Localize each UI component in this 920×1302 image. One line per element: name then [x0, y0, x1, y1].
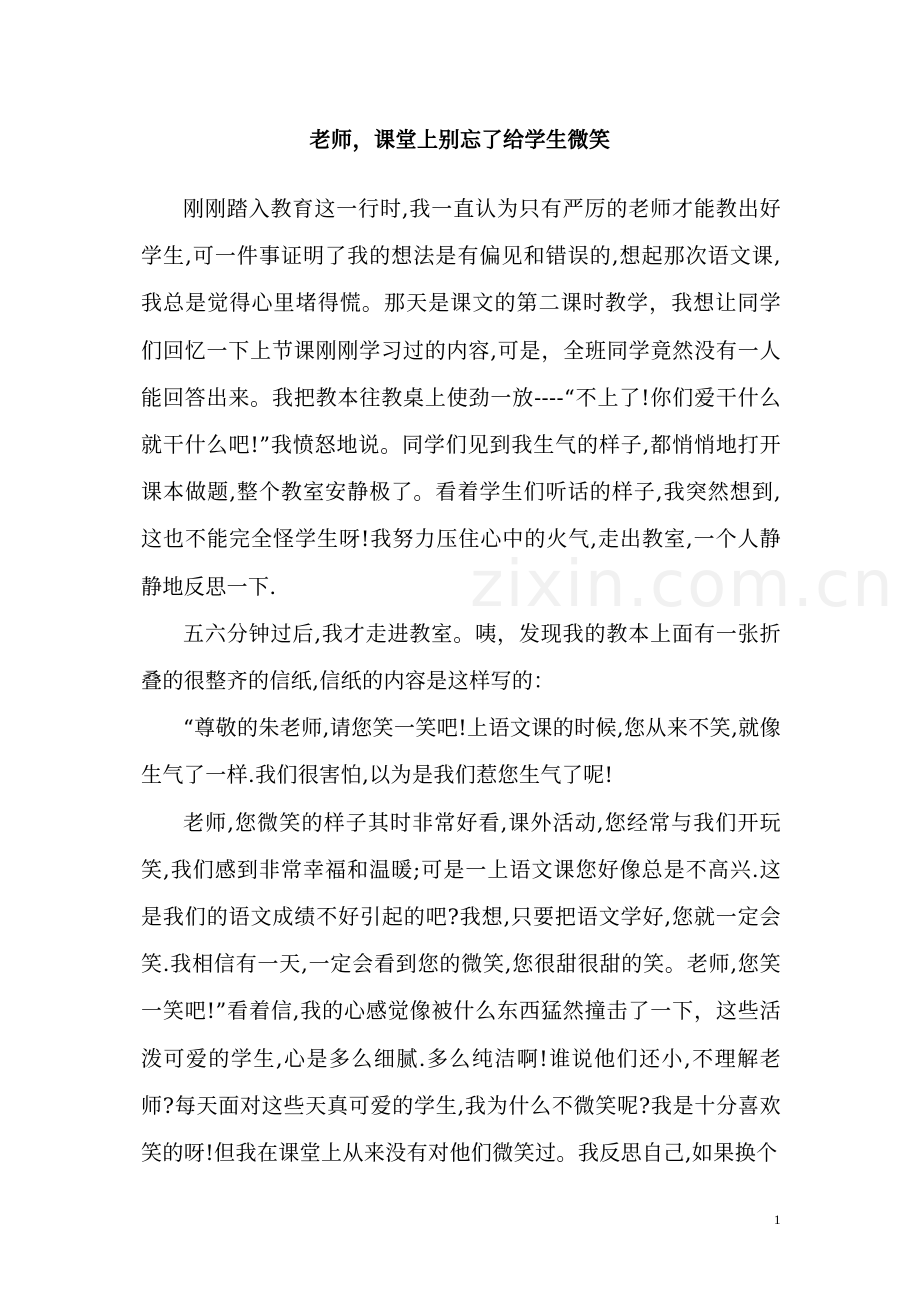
paragraph: “尊敬的朱老师,请您笑一笑吧!上语文课的时候,您从来不笑,就像生气了一样.我们很害怕,以为是我们惹您生气了呢!	[141, 716, 781, 788]
watermark: zixin.com.cn	[470, 548, 895, 622]
paragraph: 刚刚踏入教育这一行时,我一直认为只有严厉的老师才能教出好学生,可一件事证明了我的想法是有偏见和错误的,想起那次语文课,我总是觉得心里堵得慌。那天是课文的第二课时教学，我想让同学们回忆一下上节课刚刚学习过的内容,可是，全班同学竟然没有一人能回答出来。我把教本往教桌上使劲一放----“不上了!你们爱干什么就干什么吧!”我愤怒地说。同学们见到我生气的样子,都悄悄地打开课本做题,整个教室安静极了。看着学生们听话的样子,我突然想到,这也不能完全怪学生呀!我努力压住心中的火气,走出教室,一个人静静地反思一下.	[141, 197, 781, 599]
paragraph: 五六分钟过后,我才走进教室。咦，发现我的教本上面有一张折叠的很整齐的信纸,信纸的内容是这样写的：	[141, 621, 781, 694]
paragraph: 老师,您微笑的样子其时非常好看,课外活动,您经常与我们开玩笑,我们感到非常幸福和温暖;可是一上语文课您好像总是不高兴.这是我们的语文成绩不好引起的吧?我想,只要把语文学好,您就一定会笑.我相信有一天,一定会看到您的微笑,您很甜很甜的笑。老师,您笑一笑吧!”看着信,我的心感觉像被什么东西猛然撞击了一下，这些活泼可爱的学生,心是多么细腻.多么纯洁啊!谁说他们还小,不理解老师?每天面对这些天真可爱的学生,我为什么不微笑呢?我是十分喜欢笑的呀!但我在课堂上从来没有对他们微笑过。我反思自己,如果换个	[141, 810, 781, 1166]
document-body	[141, 186, 781, 1177]
document-title: 老师，课堂上别忘了给学生微笑	[309, 128, 611, 152]
page-number: 1	[774, 1212, 781, 1227]
